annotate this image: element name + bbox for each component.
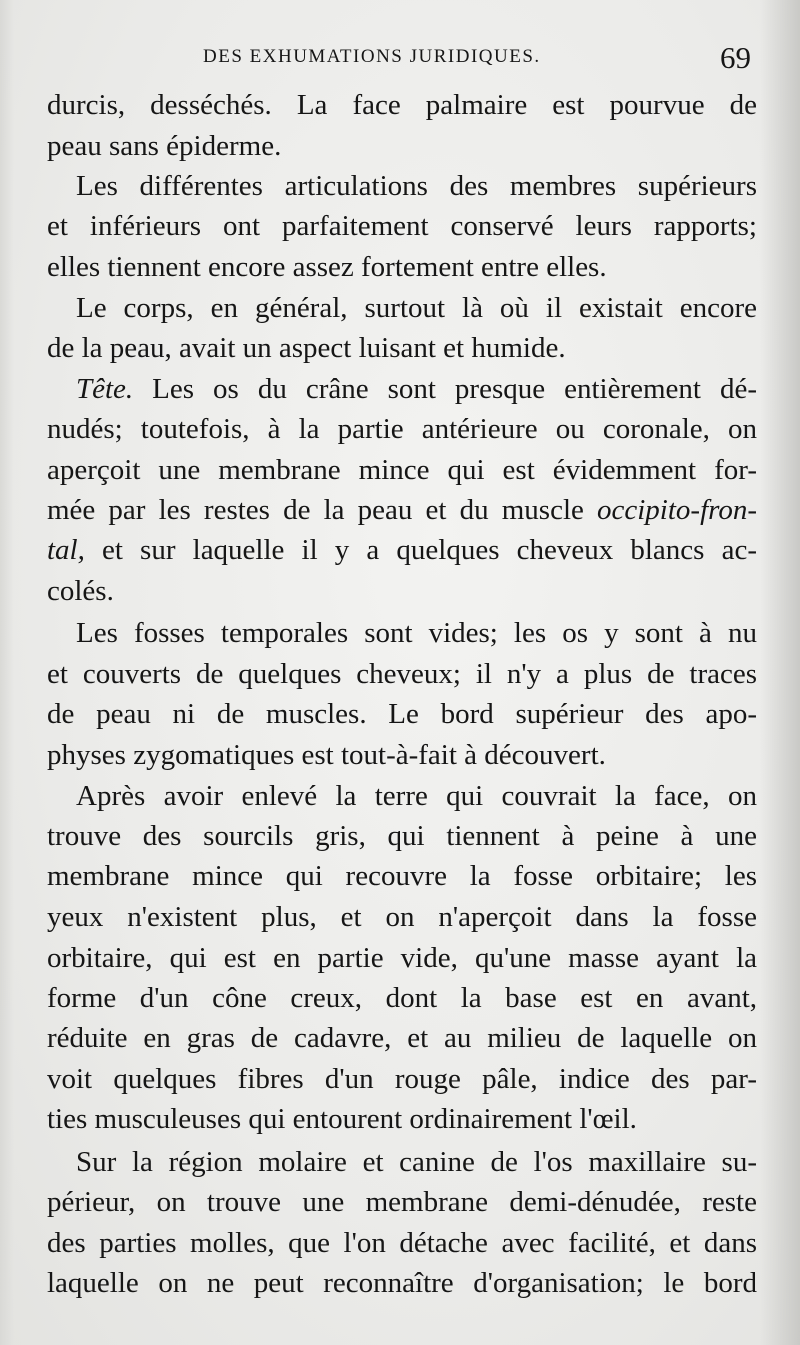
text-line: Les fosses temporales sont vides; les os y sont à nu: [76, 617, 757, 649]
text-line: physes zygomatiques est tout-à-fait à découvert.: [47, 739, 606, 771]
page-header: [0, 40, 800, 80]
text-line: Les différentes articulations des membres supérieurs: [76, 170, 757, 202]
text-line: Après avoir enlevé la terre qui couvrait la face, on: [76, 780, 757, 812]
text-line: yeux n'existent plus, et on n'aperçoit dans la fosse: [47, 901, 757, 933]
text-line: aperçoit une membrane mince qui est évidemment for-: [47, 454, 757, 486]
text-line: ties musculeuses qui entourent ordinairement l'œil.: [47, 1103, 637, 1135]
text-line: voit quelques fibres d'un rouge pâle, indice des par-: [47, 1063, 757, 1095]
text-line: colés.: [47, 575, 114, 607]
text-line: laquelle on ne peut reconnaître d'organisation; le bord: [47, 1267, 757, 1299]
text-line: forme d'un cône creux, dont la base est en avant,: [47, 982, 757, 1014]
running-head: DES EXHUMATIONS JURIDIQUES.: [203, 46, 541, 67]
text-line: tal, et sur laquelle il y a quelques cheveux blancs ac-: [47, 534, 757, 566]
text-line: durcis, desséchés. La face palmaire est pourvue de: [47, 89, 757, 121]
text-line: mée par les restes de la peau et du muscle occipito-fron-: [47, 494, 757, 526]
text-line: nudés; toutefois, à la partie antérieure ou coronale, on: [47, 413, 757, 445]
page-gutter-shadow: [0, 0, 14, 1345]
text-line: et couverts de quelques cheveux; il n'y a plus de traces: [47, 658, 757, 690]
page-edge-shadow: [760, 0, 800, 1345]
text-line: peau sans épiderme.: [47, 130, 282, 162]
text-line: elles tiennent encore assez fortement entre elles.: [47, 251, 607, 283]
text-line: Tête. Les os du crâne sont presque entièrement dé-: [76, 373, 757, 405]
text-line: membrane mince qui recouvre la fosse orbitaire; les: [47, 860, 757, 892]
text-line: périeur, on trouve une membrane demi-dénudée, reste: [47, 1186, 757, 1218]
text-line: Le corps, en général, surtout là où il existait encore: [76, 292, 757, 324]
text-line: réduite en gras de cadavre, et au milieu de laquelle on: [47, 1022, 757, 1054]
text-line: de la peau, avait un aspect luisant et humide.: [47, 332, 566, 364]
text-line: Sur la région molaire et canine de l'os maxillaire su-: [76, 1146, 757, 1178]
text-line: trouve des sourcils gris, qui tiennent à peine à une: [47, 820, 757, 852]
text-line: de peau ni de muscles. Le bord supérieur des apo-: [47, 698, 757, 730]
page-number: 69: [720, 40, 751, 75]
text-line: des parties molles, que l'on détache avec facilité, et dans: [47, 1227, 757, 1259]
text-line: et inférieurs ont parfaitement conservé leurs rapports;: [47, 210, 757, 242]
text-line: orbitaire, qui est en partie vide, qu'une masse ayant la: [47, 942, 757, 974]
